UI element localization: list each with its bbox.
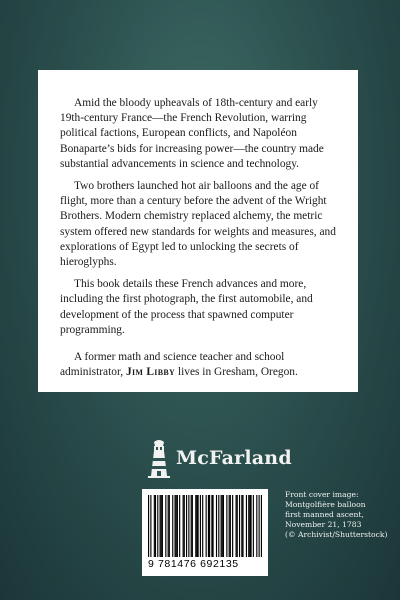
barcode-bar: [232, 495, 233, 557]
barcode-bar: [162, 495, 163, 557]
barcode-bar: [148, 495, 149, 557]
barcode-bar: [211, 495, 212, 557]
author-name: Jim Libby: [126, 366, 176, 379]
barcode-bar: [208, 495, 209, 557]
barcode-bar: [237, 495, 238, 557]
barcode-bar: [186, 495, 187, 557]
barcode-bar: [206, 495, 207, 557]
barcode-bar: [196, 495, 197, 557]
barcode-bar: [259, 495, 260, 557]
blurb-paragraph-2: Two brothers launched hot air balloons and the age of flight, more than a century before the advent of the Wright Brothers. Modern chemistry replaced alchemy, the metric system offered new standards for weights and measures, and explorations of Egypt led to unlocking the secrets of hieroglyphs.: [60, 180, 336, 269]
barcode-bar: [212, 495, 213, 557]
barcode-bar: [236, 495, 237, 557]
barcode-bar: [248, 495, 249, 557]
barcode-bar: [169, 495, 170, 557]
cover-image-credit: [285, 490, 395, 540]
barcode-bar: [174, 495, 175, 557]
barcode-bar: [230, 495, 231, 557]
lighthouse-icon: [146, 438, 172, 478]
barcode-bar: [250, 495, 251, 557]
barcode-bar: [218, 495, 219, 557]
blurb-paragraph-3: This book details these French advances and more, including the first photograph, the first automobile, and development of the process that spawned computer programming.: [60, 278, 313, 336]
publisher-name: McFarland: [176, 447, 292, 469]
barcode-bar: [157, 495, 158, 557]
barcode-bar: [222, 495, 223, 557]
barcode-bar: [221, 495, 222, 557]
author-bio-tail: lives in Gresham, Oregon.: [177, 366, 298, 379]
barcode-bar: [191, 495, 192, 557]
barcode-bar: [179, 495, 180, 557]
barcode-bars: [148, 495, 262, 557]
barcode-bar: [172, 495, 173, 557]
barcode-bar: [253, 495, 254, 557]
barcode-bar: [200, 495, 201, 557]
barcode-bar: [192, 495, 193, 557]
barcode-bar: [249, 495, 250, 557]
barcode-bar: [242, 495, 243, 557]
barcode-bar: [223, 495, 224, 557]
barcode-bar: [246, 495, 247, 557]
barcode-bar: [239, 495, 240, 557]
barcode-bar: [261, 495, 262, 557]
author-bio: [60, 350, 336, 380]
barcode-bar: [150, 495, 151, 557]
barcode-bar: [188, 495, 189, 557]
isbn-number: 9 781476 692135: [148, 558, 239, 570]
credit-line: first manned ascent,: [285, 510, 364, 519]
barcode-bar: [165, 495, 166, 557]
author-bio-lead: A former math and science teacher and school administrator,: [60, 351, 285, 379]
barcode-bar: [160, 495, 161, 557]
barcode-bar: [154, 495, 155, 557]
barcode-bar: [195, 495, 196, 557]
barcode-bar: [256, 495, 257, 557]
isbn-barcode: [142, 489, 268, 576]
barcode-bar: [177, 495, 178, 557]
barcode-bar: [216, 495, 217, 557]
blurb-paragraph-1: Amid the bloody upheavals of 18th-century and early 19th-century France—the French Revolution, warring political factions, European conflicts, and Napoléon Bonaparte’s bids for increasing power—the country made substantial advancements in science and technology.: [60, 97, 324, 170]
credit-line: (© Archivist/Shutterstock): [285, 530, 388, 539]
barcode-bar: [183, 495, 184, 557]
barcode-bar: [168, 495, 169, 557]
credit-line: November 21, 1783: [285, 520, 362, 529]
credit-line: Montgolfière balloon: [285, 500, 366, 509]
barcode-bar: [198, 495, 199, 557]
barcode-bar: [161, 495, 162, 557]
barcode-bar: [155, 495, 156, 557]
publisher-logo: [146, 438, 292, 478]
barcode-bar: [209, 495, 210, 557]
blurb-panel: [38, 70, 358, 392]
barcode-bar: [202, 495, 203, 557]
barcode-bar: [184, 495, 185, 557]
barcode-bar: [241, 495, 242, 557]
barcode-bar: [176, 495, 177, 557]
barcode-bar: [229, 495, 230, 557]
barcode-bar: [226, 495, 227, 557]
credit-line: Front cover image:: [285, 490, 359, 499]
